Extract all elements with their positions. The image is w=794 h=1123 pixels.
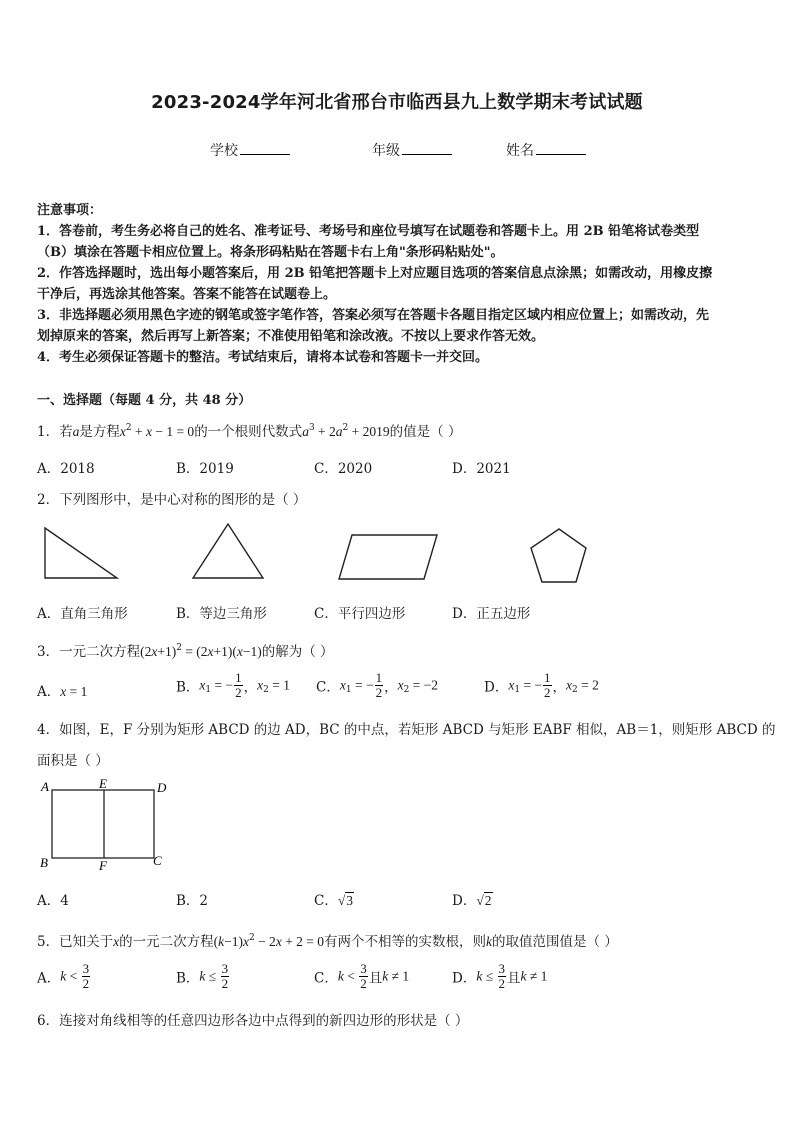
q3-option-b[interactable]: B．$x_1$ = − $\frac{1}{2}$ ，$x_2 = 1$ — [176, 670, 290, 700]
notes-line-4: 干净后，再选涂其他答案。答案不能答在试题卷上。 — [37, 287, 337, 302]
q4-option-d[interactable]: D．√2 — [452, 893, 492, 909]
page-title: 2023-2024学年河北省邢台市临西县九上数学期末考试试题 — [151, 92, 643, 113]
section-heading: 一、选择题（每题 4 分，共 48 分） — [37, 393, 252, 408]
q2-option-d[interactable]: D．正五边形 — [452, 606, 531, 622]
school-field[interactable]: 学校 — [210, 140, 290, 160]
right-triangle-shape — [45, 528, 117, 578]
q3-option-d[interactable]: D．$x_1$ = − $\frac{1}{2}$ ，$x_2 = 2$ — [484, 670, 599, 700]
question-4-line-2: 面积是（ ） — [37, 753, 109, 769]
notes-line-1: 1．答卷前，考生务必将自己的姓名、准考证号、考场号和座位号填写在试题卷和答题卡上。用 2B 铅笔将试卷类型 — [37, 224, 700, 239]
notes-line-7: 4．考生必须保证答题卡的整洁。考试结束后，请将本试卷和答题卡一并交回。 — [37, 350, 489, 365]
parallelogram-shape — [339, 535, 437, 579]
question-2-stem: 2．下列图形中，是中心对称的图形的是（ ） — [37, 492, 307, 508]
label-d: D — [157, 780, 167, 795]
q4-option-c[interactable]: C．√3 — [314, 893, 354, 909]
q5-option-a[interactable]: A．k < $\frac{3}{2}$ — [37, 961, 90, 991]
q1-option-c[interactable]: C．2020 — [314, 461, 373, 477]
notes-heading: 注意事项： — [37, 203, 103, 218]
q5-option-b[interactable]: B．k ≤ $\frac{3}{2}$ — [176, 961, 229, 991]
equilateral-triangle-shape — [193, 524, 263, 578]
grade-field[interactable]: 年级 — [372, 140, 452, 160]
q4-option-b[interactable]: B．2 — [176, 893, 209, 909]
question-5-stem: 5．已知关于x的一元二次方程$(k-1)x^2 - 2x + 2 = 0$有两个不相等的实数根，则k的取值范围值是（ ） — [37, 933, 618, 950]
q2-option-c[interactable]: C．平行四边形 — [314, 606, 406, 622]
question-4-line-1: 4．如图，E，F 分别为矩形 ABCD 的边 AD，BC 的中点，若矩形 ABCD 与矩形 EABF 相似，AB＝1，则矩形 ABCD 的 — [37, 722, 776, 738]
q1-option-b[interactable]: B．2019 — [176, 461, 234, 477]
question-6-stem: 6．连接对角线相等的任意四边形各边中点得到的新四边形的形状是（ ） — [37, 1013, 469, 1029]
q3-option-a[interactable]: A．x = 1 — [37, 684, 88, 700]
label-e: E — [99, 776, 107, 791]
notes-line-3: 2．作答选择题时，选出每小题答案后，用 2B 铅笔把答题卡上对应题目选项的答案信息点涂黑；如需改动，用橡皮擦 — [37, 266, 713, 281]
notes-line-2: （B）填涂在答题卡相应位置上。将条形码粘贴在答题卡右上角"条形码粘贴处"。 — [37, 245, 504, 260]
q5-option-d[interactable]: D．k ≤ $\frac{3}{2}$ 且k ≠ 1 — [452, 961, 548, 991]
q1-option-d[interactable]: D．2021 — [452, 461, 511, 477]
question-3-stem: 3．一元二次方程$(2x+1)^2 = (2x+1)(x-1)$的解为（ ） — [37, 643, 334, 660]
name-field[interactable]: 姓名 — [506, 140, 586, 160]
notes-line-5: 3．非选择题必须用黑色字迹的钢笔或签字笔作答，答案必须写在答题卡各题目指定区域内相应位置上；如需改动，先 — [37, 308, 710, 323]
q4-rectangle-figure — [0, 772, 200, 872]
q1-option-a[interactable]: A．2018 — [37, 461, 95, 477]
q2-option-a[interactable]: A．直角三角形 — [37, 606, 128, 622]
q4-option-a[interactable]: A．4 — [37, 893, 69, 909]
notes-line-6: 划掉原来的答案，然后再写上新答案；不准使用铅笔和涂改液。不按以上要求作答无效。 — [37, 329, 545, 344]
label-b: B — [40, 855, 48, 870]
label-c: C — [153, 853, 162, 868]
question-1-stem: 1．若a是方程$x^2 + x - 1 = 0$的一个根则代数式$a^3 + 2a^2 + 2019$的值是（ ） — [37, 423, 462, 440]
q3-option-c[interactable]: C．$x_1$ = − $\frac{1}{2}$ ，$x_2 = -2$ — [316, 670, 439, 700]
q2-shapes — [0, 515, 794, 595]
label-a: A — [41, 779, 49, 794]
q2-option-b[interactable]: B．等边三角形 — [176, 606, 267, 622]
q5-option-c[interactable]: C．k < $\frac{3}{2}$ 且k ≠ 1 — [314, 961, 410, 991]
regular-pentagon-shape — [531, 529, 586, 582]
notes-section — [37, 200, 712, 368]
label-f: F — [99, 858, 107, 872]
